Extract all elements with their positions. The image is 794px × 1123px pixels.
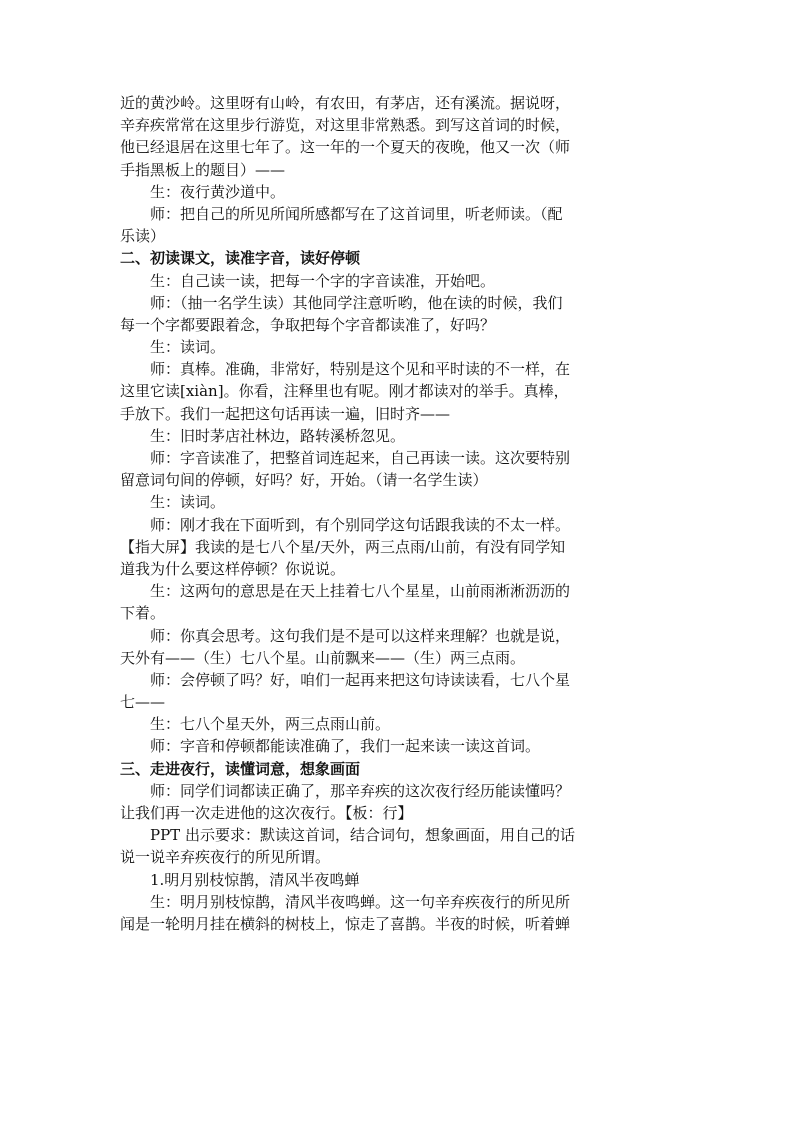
- text-line: 生：这两句的意思是在天上挂着七八个星星，山前雨淅淅沥沥的: [150, 582, 571, 601]
- text-line: 生：自己读一读，把每一个字的字音读准，开始吧。: [150, 271, 496, 290]
- text-line: 师：你真会思考。这句我们是不是可以这样来理解？也就是说，: [150, 626, 571, 645]
- text-line: 辛弃疾常常在这里步行游览，对这里非常熟悉。到写这首词的时候，: [120, 116, 571, 135]
- text-line: 天外有——（生）七八个星。山前飘来——（生）两三点雨。: [120, 648, 526, 667]
- text-line: 手放下。我们一起把这句话再读一遍，旧时齐——: [120, 404, 451, 423]
- text-line: 师：（抽一名学生读）其他同学注意听哟，他在读的时候，我们: [150, 293, 563, 312]
- text-line: 这里它读[xiàn]。你看，注释里也有呢。刚才都读对的举手。真棒，: [120, 382, 569, 401]
- text-line: 生：旧时茅店社林边，路转溪桥忽见。: [150, 426, 406, 445]
- text-line: 生：夜行黄沙道中。: [150, 182, 286, 201]
- text-line: 师：字音读准了，把整首词连起来，自己再读一读。这次要特别: [150, 449, 571, 467]
- text-line: 生：读词。: [150, 493, 226, 512]
- text-line: 七——: [120, 693, 166, 712]
- text-line: 师：同学们词都读正确了，那辛弃疾的这次夜行经历能读懂吗？: [150, 781, 571, 800]
- text-line: 手指黑板上的题目）——: [120, 160, 286, 179]
- text-line: 乐读）: [120, 227, 166, 246]
- text-line: 他已经退居在这里七年了。这一年的一个夏天的夜晚，他又一次（师: [120, 138, 571, 157]
- text-line: 生：明月别枝惊鹊，清风半夜鸣蝉。这一句辛弃疾夜行的所见所: [150, 892, 571, 911]
- text-line: 近的黄沙岭。这里呀有山岭，有农田，有茅店，还有溪流。据说呀，: [120, 94, 571, 112]
- text-line: 师：把自己的所见所闻所感都写在了这首词里，听老师读。（配: [150, 204, 563, 223]
- text-line: 师：会停顿了吗？好，咱们一起再来把这句诗读读看，七八个星: [150, 670, 571, 689]
- text-line: 留意词句间的停顿，好吗？好，开始。（请一名学生读）: [120, 471, 488, 490]
- text-line: 道我为什么要这样停顿？你说说。: [120, 559, 346, 578]
- text-line: 每一个字都要跟着念，争取把每个字音都读准了，好吗？: [120, 315, 496, 334]
- text-line: 说一说辛弃疾夜行的所见所谓。: [120, 848, 331, 867]
- text-line: 【指大屏】我读的是七八个星/天外，两三点雨/山前，有没有同学知: [120, 537, 566, 556]
- text-line: 师：刚才我在下面听到，有个别同学这句话跟我读的不太一样。: [150, 515, 571, 534]
- text-line: 闻是一轮明月挂在横斜的树枝上，惊走了喜鹊。半夜的时候，听着蝉: [120, 914, 571, 933]
- text-line: 让我们再一次走进他的这次夜行。【板：行】: [120, 804, 413, 822]
- text-line: 师：字音和停顿都能读准确了，我们一起来读一读这首词。: [150, 737, 541, 756]
- text-line: 生：读词。: [150, 338, 226, 357]
- section-heading: 二、初读课文，读准字音，读好停顿: [120, 249, 361, 268]
- text-line: 下着。: [120, 604, 166, 623]
- text-line: 生：七八个星天外，两三点雨山前。: [150, 715, 391, 734]
- section-heading: 三、走进夜行，读懂词意，想象画面: [120, 759, 361, 778]
- text-line: PPT 出示要求：默读这首词，结合词句，想象画面，用自己的话: [150, 826, 575, 845]
- document-page: [120, 92, 677, 935]
- text-line: 1.明月别枝惊鹊，清风半夜鸣蝉: [150, 870, 360, 889]
- text-line: 师：真棒。准确，非常好，特别是这个见和平时读的不一样，在: [150, 360, 571, 379]
